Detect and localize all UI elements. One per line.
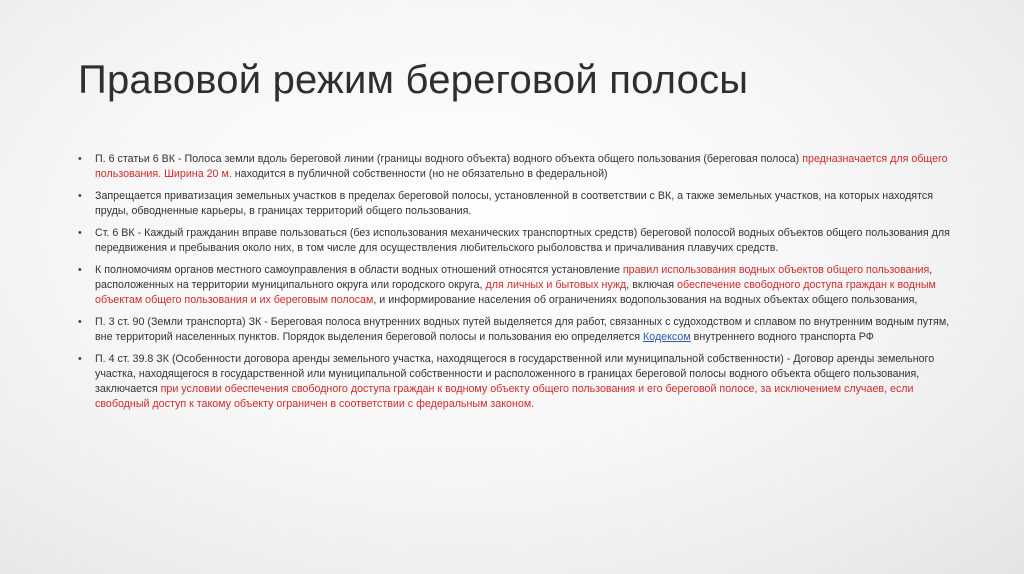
bullet-item [78,189,958,219]
bullet-dot-icon: • [78,153,82,165]
highlighted-text: для личных и бытовых нужд [485,279,627,291]
highlighted-text: обеспечение свободного доступа граждан к водным объектам общего пользования и их береговым полосам [95,279,936,306]
body-text: П. 6 статьи 6 ВК - Полоса земли вдоль береговой линии (границы водного объекта) водного объекта общего пользования (береговая полоса) [95,153,803,165]
bullet-dot-icon: • [78,227,82,239]
bullet-list [78,152,958,419]
body-text: П. 4 ст. 39.8 ЗК (Особенности договора аренды земельного участка, находящегося в государственной или муниципальной собственности) - Договор аренды земельного участка, находящегося в государственной или муниципальной собственности и расположенного в границах береговой полосы водного объекта общего пользования, заключается [95,353,935,395]
body-text: , включая [626,279,677,291]
highlighted-text: при условии обеспечения свободного доступа граждан к водному объекту общего пользования и его береговой полосе, за исключением случаев, если свободный доступ к такому объекту ограничен в соответствии с федеральным законом. [95,383,914,410]
body-text: , расположенных на территории муниципального округа или городского округа, [95,264,933,291]
body-text: внутреннего водного транспорта РФ [690,331,874,343]
body-text: П. 3 ст. 90 (Земли транспорта) ЗК - Береговая полоса внутренних водных путей выделяется для работ, связанных с судоходством и сплавом по внутренним водным путям, вне территорий населенных пунктов. Порядок выделения береговой полосы и пользования ею определяется [95,316,950,343]
bullet-item [78,152,958,182]
bullet-item [78,352,958,412]
bullet-dot-icon: • [78,316,82,328]
bullet-dot-icon: • [78,264,82,276]
bullet-item [78,315,958,345]
body-text: находится в публичной собственности (но не обязательно в федеральной) [231,168,608,180]
body-text: К полномочиям органов местного самоуправления в области водных отношений относятся установление [95,264,623,276]
highlighted-text: предназначается для общего пользования. Ширина 20 м. [95,153,948,180]
bullet-dot-icon: • [78,353,82,365]
body-text: Запрещается приватизация земельных участков в пределах береговой полосы, установленной в соответствии с ВК, а также земельных участков, на которых находятся пруды, обводненные карьеры, в границах территорий общего пользования. [95,190,933,217]
bullet-item [78,226,958,256]
highlighted-text: правил использования водных объектов общего пользования [622,264,930,276]
bullet-dot-icon: • [78,190,82,202]
slide-title: Правовой режим береговой полосы [78,58,749,102]
kodeks-link[interactable]: Кодексом [643,331,691,343]
body-text: , и информирование населения об ограничениях водопользования на водных объектах общего пользования, [373,294,918,306]
body-text: Ст. 6 ВК - Каждый гражданин вправе пользоваться (без использования механических транспортных средств) береговой полосой водных объектов общего пользования для передвижения и пребывания около них, в том числе для осуществления любительского рыболовства и причаливания плавучих средств. [95,227,950,254]
bullet-item [78,263,958,308]
